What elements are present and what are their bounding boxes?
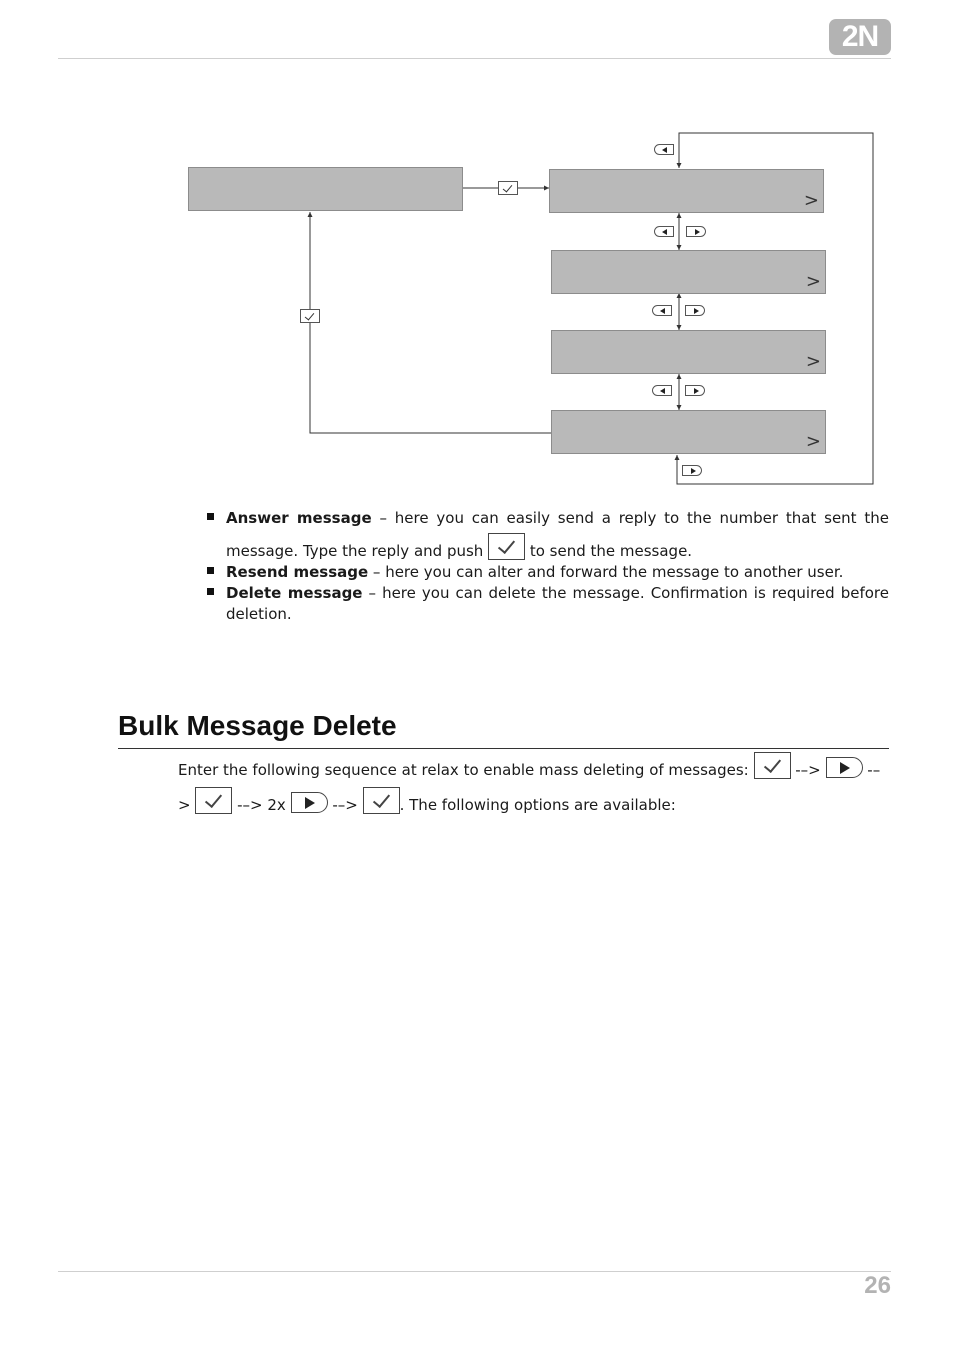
bulk-delete-paragraph (178, 752, 889, 822)
ok-key-icon (498, 181, 518, 195)
arrow-text: -–> (232, 796, 268, 814)
section-title: Bulk Message Delete (118, 710, 397, 741)
left-key-icon (654, 144, 674, 155)
footer-rule (58, 1271, 891, 1272)
description: – here you can delete the message. Confirmation is required before deletion. (226, 584, 889, 623)
outro-text: . The following options are available: (399, 796, 676, 814)
list-item-answer (207, 508, 889, 562)
page-number: 26 (864, 1272, 891, 1299)
ok-key-icon (363, 787, 400, 814)
lcd-line-1 (554, 373, 825, 374)
right-key-icon (291, 792, 328, 813)
ok-key-icon (488, 533, 525, 560)
menu-lcd-back (551, 410, 826, 454)
term: Resend message (226, 563, 369, 581)
right-key-icon (685, 385, 705, 396)
arrow-text: -–> (178, 761, 881, 814)
ok-key-icon (195, 787, 232, 814)
intro-text: Enter the following sequence at relax to enable mass deleting of messages: (178, 761, 754, 779)
message-lcd-screen (188, 167, 463, 211)
left-key-icon (652, 305, 672, 316)
right-key-icon (682, 465, 702, 476)
menu-lcd-resend (551, 250, 826, 294)
brand-logo: 2N (829, 19, 891, 55)
chevron-right-icon: > (805, 271, 821, 292)
left-key-icon (654, 226, 674, 237)
arrow-text: -–> (790, 761, 826, 779)
ok-key-icon (300, 309, 320, 323)
description: – here you can easily send a reply to the number that sent the message. Type the reply and push (226, 509, 890, 560)
ok-key-icon (754, 752, 791, 779)
description: – here you can alter and forward the message to another user. (368, 563, 844, 581)
lcd-line-1 (554, 293, 825, 294)
right-key-icon (826, 757, 863, 778)
chevron-right-icon: > (803, 190, 819, 211)
list-item-delete (207, 583, 889, 625)
term: Answer message (226, 509, 372, 527)
lcd-line-1 (552, 212, 823, 213)
section-rule (118, 748, 889, 749)
lcd-line-1 (191, 210, 462, 211)
description: to send the message. (525, 542, 693, 560)
arrow-text: -–> (327, 796, 363, 814)
repeat-text: 2x (267, 796, 291, 814)
option-list (207, 508, 889, 625)
menu-lcd-delete (551, 330, 826, 374)
list-item-resend (207, 562, 889, 583)
chevron-right-icon: > (805, 431, 821, 452)
chevron-right-icon: > (805, 351, 821, 372)
term: Delete message (226, 584, 363, 602)
lcd-line-1 (554, 453, 825, 454)
right-key-icon (685, 305, 705, 316)
right-key-icon (686, 226, 706, 237)
left-key-icon (652, 385, 672, 396)
menu-lcd-answer (549, 169, 824, 213)
